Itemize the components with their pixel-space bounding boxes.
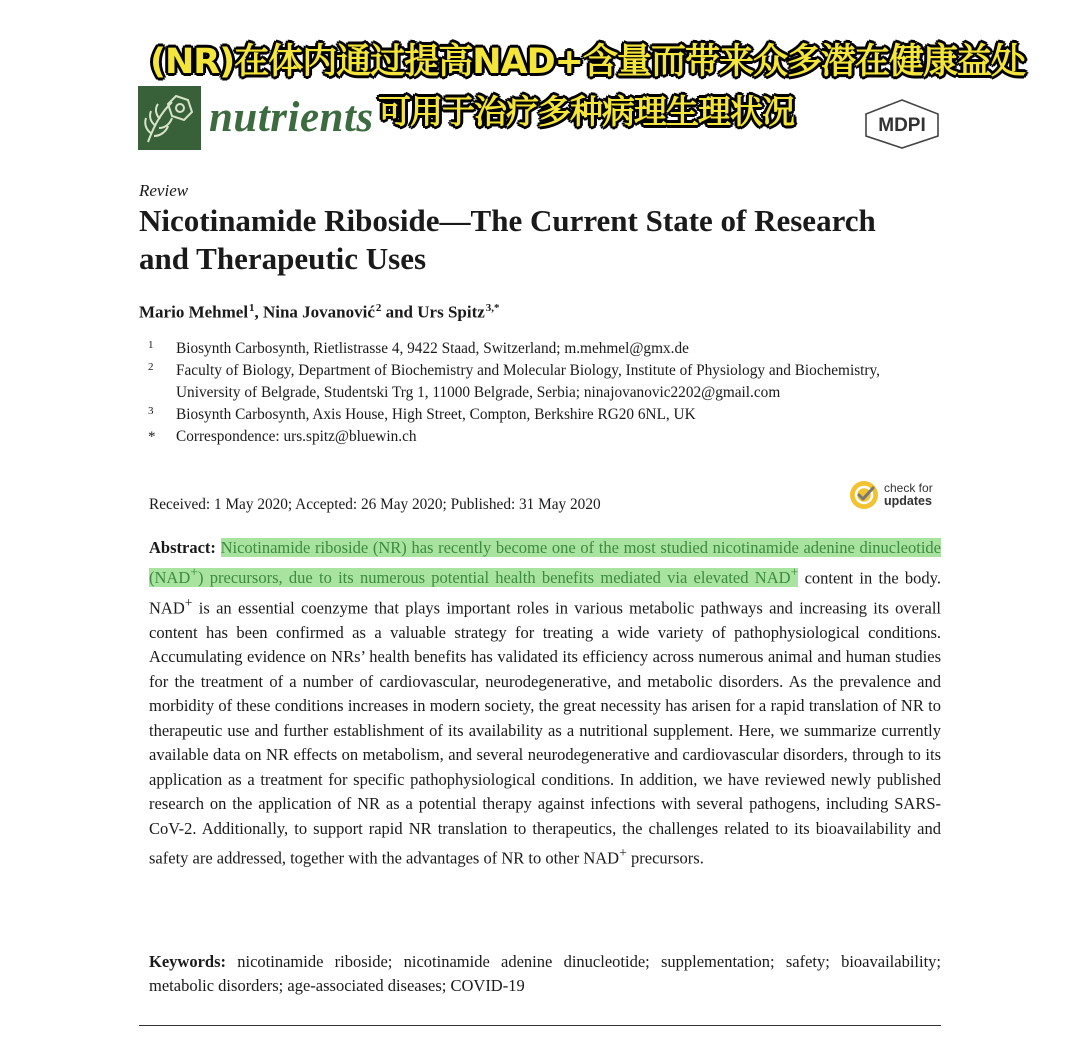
abstract-text: is an essential coenzyme that plays important roles in various metabolic pathways and increasing its overall content has been confirmed as a valuable strategy for treating a wide variety of pathophysiological conditions. Accumulating evidence on NRs’ health benefits has validated its efficiency across numerous animal and human studies for the treatment of a number of cardiovascular, neurodegenerative, and metabolic disorders. As the prevalence and morbidity of these conditions increases in modern society, the great necessity has arisen for a rapid translation of NR to therapeutic use and further establishment of its availability as a nutritional supplement. Here, we summarize currently available data on NR effects on metabolism, and several neurodegenerative and cardiovascular disorders, through to its application as a treatment for specific pathophysiological conditions. In addition, we have reviewed newly published research on the application of NR as a potential therapy against infections with several pathogens, including SARS-CoV-2. Additionally, to support rapid NR translation to therapeutics, the challenges related to its bioavailability and safety are addressed, together with the advantages of NR to other NAD bbox=[149, 598, 941, 868]
mdpi-logo-icon bbox=[862, 98, 942, 150]
affiliation-item bbox=[148, 426, 908, 448]
check-for-updates-badge[interactable] bbox=[849, 480, 933, 510]
author-connector: and bbox=[381, 302, 418, 322]
section-divider bbox=[139, 1025, 941, 1026]
journal-name: nutrients bbox=[209, 94, 374, 141]
abstract: Abstract: Nicotinamide riboside (NR) has recently become one of the most studied nicotinamide adenine dinucleotide (NAD+) precursors, due to its numerous potential health benefits mediated via elevated NAD+ content in the body. NAD+ is an essential coenzyme that plays important roles in various metabolic pathways and increasing its overall content has been confirmed as a valuable strategy for treating a wide variety of pathophysiological conditions. Accumulating evidence on NRs’ health benefits has validated its efficiency across numerous animal and human studies for the treatment of a number of cardiovascular, neurodegenerative, and metabolic disorders. As the prevalence and morbidity of these conditions increases in modern society, the great necessity has arisen for a rapid translation of NR to therapeutic use and further establishment of its availability as a nutritional supplement. Here, we summarize currently available data on NR effects on metabolism, and several neurodegenerative and cardiovascular disorders, through to its application as a treatment for specific pathophysiological conditions. In addition, we have reviewed newly published research on the application of NR as a potential therapy against infections with several pathogens, including SARS-CoV-2. Additionally, to support rapid NR translation to therapeutics, the challenges related to its bioavailability and safety are addressed, together with the advantages of NR to other NAD+ precursors. bbox=[149, 538, 942, 868]
keywords-text: nicotinamide riboside; nicotinamide adenine dinucleotide; supplementation; safety; bioavailability; metabolic disorders; age-associated diseases; COVID-19 bbox=[149, 952, 941, 995]
overlay-caption-line-2: 可用于治疗多种病理生理状况 bbox=[378, 92, 794, 131]
author-affil-mark: 1 bbox=[248, 302, 255, 314]
author-affil-mark: 2 bbox=[375, 302, 382, 314]
article-type: Review bbox=[139, 181, 189, 200]
affiliation-mark: 1 bbox=[148, 339, 154, 351]
author-name: Mario Mehmel bbox=[139, 302, 249, 322]
affiliation-item bbox=[148, 360, 908, 404]
keywords bbox=[149, 950, 941, 998]
author-list bbox=[139, 302, 499, 323]
overlay-caption-line-1: (NR)在体内通过提高NAD+含量而带来众多潜在健康益处 bbox=[150, 42, 1025, 82]
check-updates-line-1: check for bbox=[884, 481, 933, 495]
affiliation-item bbox=[148, 404, 908, 426]
keywords-label: Keywords: bbox=[149, 952, 226, 971]
mdpi-logo-text: MDPI bbox=[878, 115, 926, 136]
author-connector: , bbox=[254, 302, 263, 322]
publication-dates: Received: 1 May 2020; Accepted: 26 May 2020; Published: 31 May 2020 bbox=[149, 496, 601, 513]
journal-logo-icon bbox=[138, 86, 201, 150]
check-badge-icon bbox=[849, 480, 879, 510]
affiliation-mark: 3 bbox=[148, 405, 154, 417]
affiliation-text: Biosynth Carbosynth, Rietlistrasse 4, 9422 Staad, Switzerland; m.mehmel@gmx.de bbox=[176, 340, 689, 357]
check-updates-line-2: updates bbox=[884, 494, 932, 508]
abstract-label: Abstract: bbox=[149, 538, 216, 557]
abstract-text: content in the body. NAD bbox=[149, 568, 941, 617]
correspondence-text: Correspondence: urs.spitz@bluewin.ch bbox=[176, 428, 417, 445]
affiliation-text: Biosynth Carbosynth, Axis House, High Street, Compton, Berkshire RG20 6NL, UK bbox=[176, 406, 696, 423]
highlighted-text: Nicotinamide riboside (NR) has recently become one of the most studied nicotinamide adenine dinucleotide (NAD+) precursors, due to its numerous potential health benefits mediated via elevated NAD+ bbox=[149, 538, 942, 587]
author-affil-mark: 3,* bbox=[485, 302, 500, 314]
affiliation-mark: * bbox=[148, 429, 156, 445]
affiliation-item bbox=[148, 338, 908, 360]
abstract-text: precursors. bbox=[626, 848, 704, 868]
author-name: Nina Jovanović bbox=[262, 302, 375, 322]
affiliation-mark: 2 bbox=[148, 361, 154, 373]
affiliation-text: Faculty of Biology, Department of Biochemistry and Molecular Biology, Institute of Physiology and Biochemistry, University of Belgrade, Studentski Trg 1, 11000 Belgrade, Serbia; ninajovanovic2202@gmail.com bbox=[176, 362, 880, 401]
affiliation-list bbox=[148, 338, 908, 448]
author-name: Urs Spitz bbox=[417, 302, 485, 322]
article-title: Nicotinamide Riboside—The Current State of Research and Therapeutic Uses bbox=[139, 203, 876, 276]
